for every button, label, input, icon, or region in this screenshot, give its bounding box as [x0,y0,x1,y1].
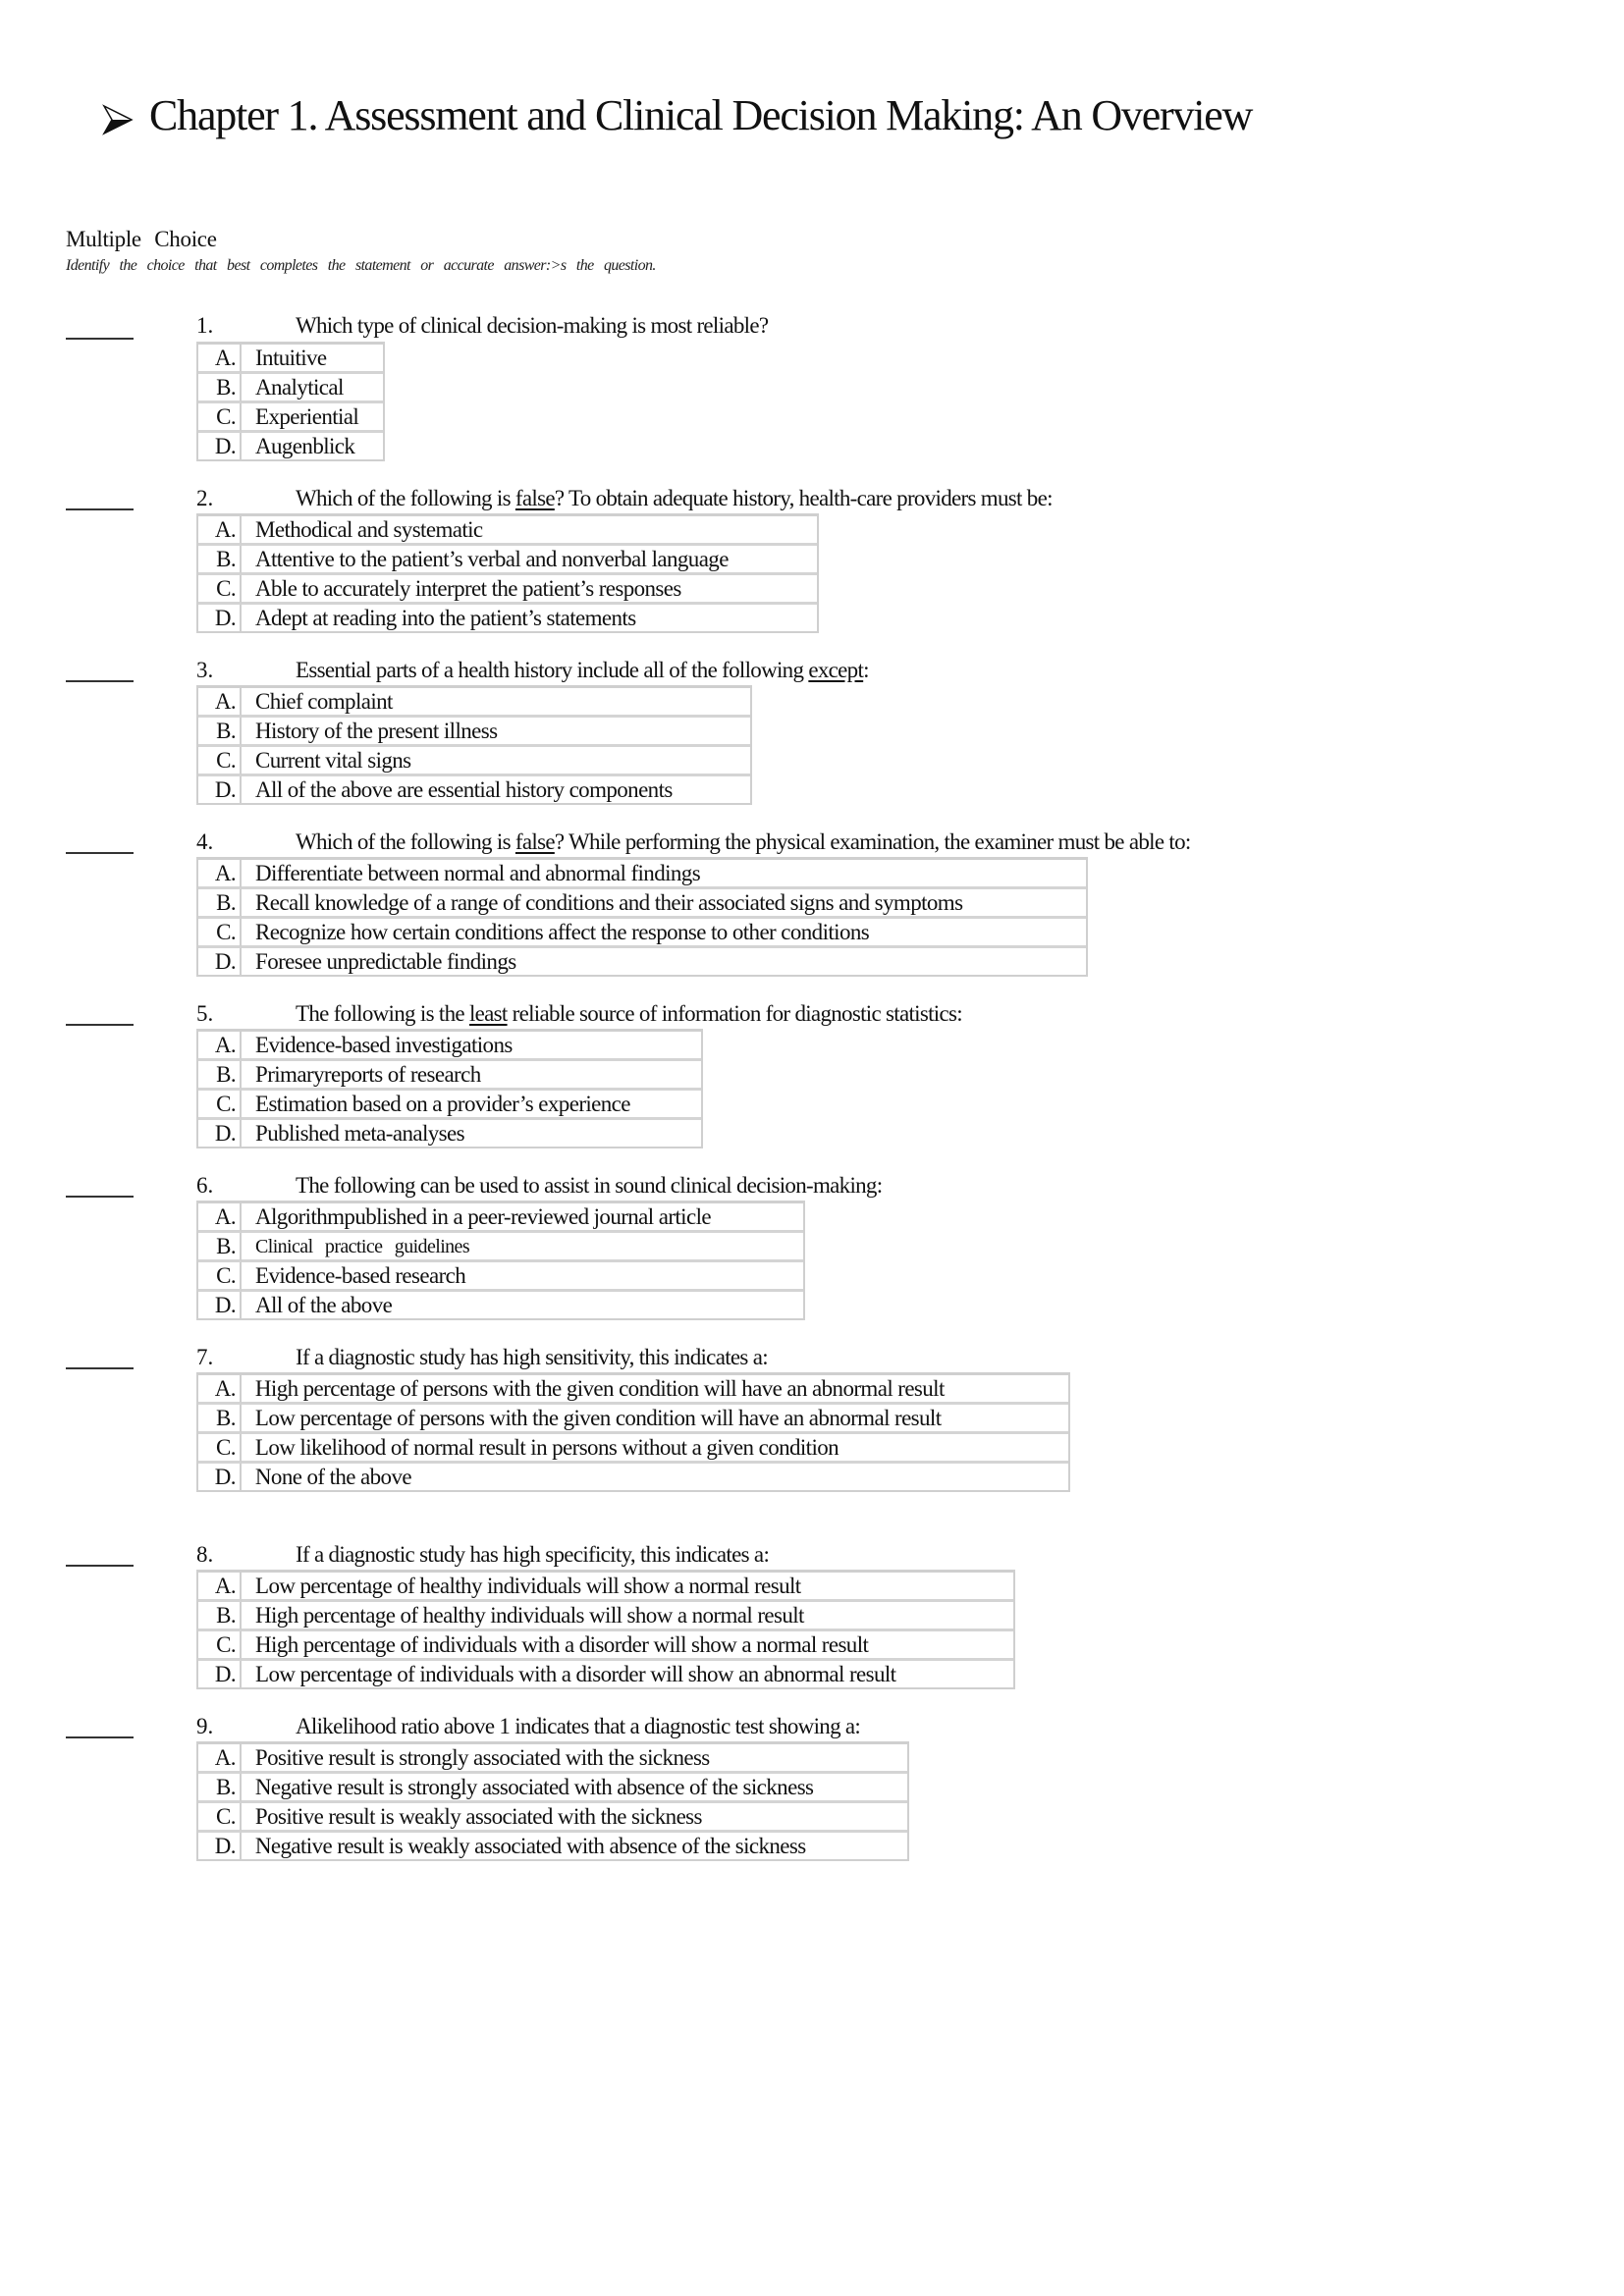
choice-row[interactable] [198,1774,907,1803]
question-number: 3. [196,658,214,682]
section-instructions: Identify the choice that best completes the statement or accurate answer:>s the question. [66,257,656,274]
choice-letter: D. [198,948,242,975]
choice-text: Recognize how certain conditions affect the response to other conditions [242,919,1086,948]
question-number: 6. [196,1173,214,1198]
choice-text: All of the above [255,1293,393,1317]
question-number: 4. [196,829,214,854]
choice-text: Clinical practice guidelines [242,1233,803,1262]
choice-text: High percentage of healthy individuals will show a normal result [242,1602,1013,1631]
choice-row[interactable] [198,1803,907,1833]
choice-row[interactable] [198,1061,701,1091]
choice-row[interactable] [198,919,1086,948]
answer-blank[interactable] [66,1196,134,1198]
question-text: If a diagnostic study has high specificity, this indicates a: [296,1542,770,1567]
choice-text: Published meta-analyses [255,1121,464,1146]
choice-row[interactable] [198,546,817,575]
choice-text: Negative result is weakly associated with absence of the sickness [254,1834,806,1858]
choice-letter: C. [198,747,242,776]
question-text: Which type of clinical decision-making is most reliable? [296,313,769,338]
choice-text: Low likelihood of normal result in persons without a given condition [242,1434,1068,1464]
choice-row[interactable] [198,948,1086,975]
section-heading: Multiple Choice [66,227,217,251]
question-number: 9. [196,1714,214,1738]
question-text: Which of the following is false? While performing the physical examination, the examiner must be able to: [296,829,1191,854]
question-text: Which of the following is false? To obtain adequate history, health-care providers must be: [296,486,1053,510]
choice-text: None of the above [254,1465,411,1489]
choice-text: Foresee unpredictable findings [255,949,516,974]
choice-row[interactable] [198,433,383,459]
choice-text: Low percentage of healthy individuals will show a normal result [242,1573,1013,1602]
choice-text: All of the above are essential history components [255,777,673,802]
choice-row[interactable] [198,1233,803,1262]
choice-text: History of the present illness [242,718,750,747]
choice-letter: C. [198,1434,242,1464]
question-emphasis: least [468,1001,508,1026]
choice-letter: C. [198,919,242,948]
choice-text: Positive result is strongly associated with the sickness [242,1744,907,1774]
choice-row[interactable] [198,747,750,776]
choice-row[interactable] [198,605,817,631]
choice-row[interactable] [198,1032,701,1061]
choice-text: Low percentage of individuals with a disorder will show an abnormal result [255,1662,896,1686]
choices-table [196,1372,1070,1492]
choice-row[interactable] [198,776,750,803]
question-number: 8. [196,1542,214,1567]
choice-row[interactable] [198,1262,803,1292]
answer-blank[interactable] [66,1024,134,1026]
answer-blank[interactable] [66,1736,134,1738]
question-number: 7. [196,1345,214,1369]
choice-letter: C. [198,1262,242,1292]
choice-letter: B. [198,889,242,919]
chapter-title-text: Chapter 1. Assessment and Clinical Decision Making: An Overview [149,91,1253,139]
choices-table [196,513,819,633]
choice-letter: B. [198,1774,242,1803]
choice-row[interactable] [198,1091,701,1120]
choice-text: Negative result is strongly associated with absence of the sickness [242,1774,907,1803]
choice-letter: D. [198,776,242,803]
choice-row[interactable] [198,1744,907,1774]
choice-row[interactable] [198,1203,803,1233]
choice-letter: B. [198,546,242,575]
answer-blank[interactable] [66,1565,134,1567]
choice-row[interactable] [198,860,1086,889]
choice-text: Low percentage of persons with the given condition will have an abnormal result [242,1405,1068,1434]
question-text: Alikelihood ratio above 1 indicates that a diagnostic test showing a: [296,1714,861,1738]
answer-blank[interactable] [66,338,134,340]
choice-row[interactable] [198,1375,1068,1405]
choice-row[interactable] [198,1405,1068,1434]
choice-letter: C. [198,575,242,605]
choice-row[interactable] [198,1464,1068,1490]
choice-letter: D. [198,605,242,631]
choice-text: Intuitive [242,345,383,374]
choice-text: High percentage of persons with the given condition will have an abnormal result [242,1375,1068,1405]
choice-letter: A. [198,345,242,374]
choice-row[interactable] [198,1833,907,1859]
choices-table [196,1570,1015,1689]
choice-row[interactable] [198,345,383,374]
choice-letter: D. [198,433,242,459]
choice-row[interactable] [198,403,383,433]
question-emphasis: except [808,658,864,682]
choice-text: Experiential [242,403,383,433]
choice-text: Current vital signs [242,747,750,776]
choice-text: Chief complaint [242,688,750,718]
choice-row[interactable] [198,688,750,718]
choice-text: Attentive to the patient’s verbal and nonverbal language [242,546,817,575]
choice-row[interactable] [198,718,750,747]
answer-blank[interactable] [66,508,134,510]
choice-letter: B. [198,1061,242,1091]
choice-text: Adept at reading into the patient’s statements [255,606,636,630]
choice-letter: C. [198,1803,242,1833]
answer-blank[interactable] [66,1367,134,1369]
choice-letter: B. [198,1602,242,1631]
choice-row[interactable] [198,575,817,605]
choice-text: Primaryreports of research [242,1061,701,1091]
question-number: 2. [196,486,214,510]
choice-row[interactable] [198,1602,1013,1631]
choice-text: Augenblick [255,434,355,458]
choice-text: Differentiate between normal and abnormal findings [242,860,1086,889]
question-text: The following can be used to assist in sound clinical decision-making: [296,1173,883,1198]
choices-table [196,1201,805,1320]
choice-text: Estimation based on a provider’s experience [242,1091,701,1120]
chapter-title [102,91,1253,139]
choice-text: Evidence-based research [242,1262,803,1292]
question-number: 1. [196,313,214,338]
choice-letter: B. [198,718,242,747]
choices-table [196,685,752,805]
choices-table [196,1029,703,1148]
choice-text: Able to accurately interpret the patient’s responses [242,575,817,605]
choices-table [196,342,385,461]
choice-letter: D. [198,1120,242,1147]
choice-letter: C. [198,1631,242,1661]
choice-letter: A. [198,1032,242,1061]
choice-row[interactable] [198,516,817,546]
choices-table [196,1741,909,1861]
choice-text: High percentage of individuals with a disorder will show a normal result [242,1631,1013,1661]
answer-blank[interactable] [66,680,134,682]
choice-text: Positive result is weakly associated with the sickness [242,1803,907,1833]
choice-letter: B. [198,374,242,403]
question-number: 5. [196,1001,214,1026]
choice-text: Evidence-based investigations [242,1032,701,1061]
choice-text: Recall knowledge of a range of conditions and their associated signs and symptoms [242,889,1086,919]
choice-row[interactable] [198,1292,803,1318]
question-text: The following is the least reliable source of information for diagnostic statistics: [296,1001,962,1026]
answer-blank[interactable] [66,852,134,854]
choice-letter: C. [198,1091,242,1120]
choice-text: Methodical and systematic [242,516,817,546]
arrowhead-bullet-icon [102,100,134,132]
question-emphasis: false [514,829,555,854]
choice-letter: D. [198,1464,242,1490]
question-text: If a diagnostic study has high sensitivity, this indicates a: [296,1345,768,1369]
choice-letter: D. [198,1661,242,1687]
choice-letter: B. [198,1233,242,1262]
question-text: Essential parts of a health history include all of the following except: [296,658,869,682]
choice-row[interactable] [198,1434,1068,1464]
choice-row[interactable] [198,374,383,403]
choice-row[interactable] [198,1120,701,1147]
choice-letter: D. [198,1292,242,1318]
choice-text: Algorithmpublished in a peer-reviewed journal article [242,1203,803,1233]
choice-row[interactable] [198,1661,1013,1687]
choice-letter: A. [198,1744,242,1774]
choice-row[interactable] [198,1631,1013,1661]
question-emphasis: false [514,486,555,510]
choice-letter: A. [198,860,242,889]
choice-letter: A. [198,1375,242,1405]
choice-row[interactable] [198,889,1086,919]
choice-letter: B. [198,1405,242,1434]
choice-letter: A. [198,1203,242,1233]
choice-letter: C. [198,403,242,433]
choice-letter: D. [198,1833,242,1859]
choice-letter: A. [198,516,242,546]
choice-row[interactable] [198,1573,1013,1602]
choices-table [196,857,1088,977]
choice-text: Analytical [242,374,383,403]
choice-letter: A. [198,1573,242,1602]
choice-letter: A. [198,688,242,718]
